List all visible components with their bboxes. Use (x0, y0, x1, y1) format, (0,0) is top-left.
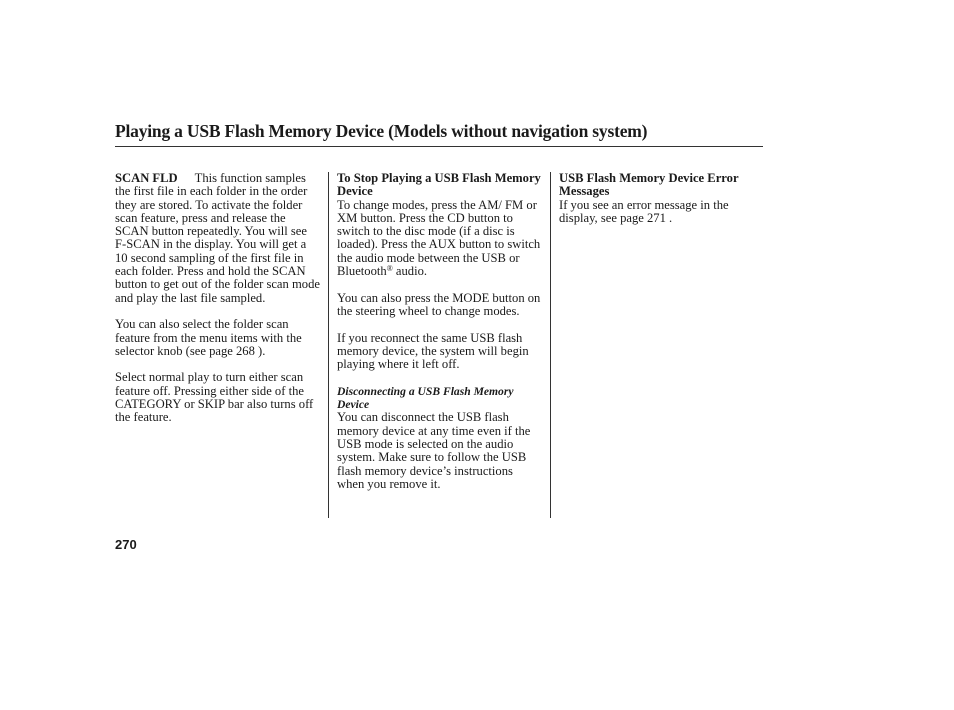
registered-mark: ® (386, 264, 393, 274)
column-scan-fld (115, 172, 321, 438)
disconnect-paragraph: You can disconnect the USB flash memory device at any time even if the USB mode is selected on the audio system. Make sure to follow the USB flash memory device’s instructions when you remove it. (337, 410, 531, 491)
error-messages-heading: USB Flash Memory Device Error Messages (559, 171, 739, 199)
scan-fld-label: SCAN FLD (115, 171, 178, 185)
page-number: 270 (115, 537, 137, 552)
mode-button-paragraph: You can also press the MODE button on the steering wheel to change modes. (337, 290, 541, 318)
title-rule (115, 146, 763, 147)
scan-fld-text: This function samples the first file in each folder in the order they are stored. To activate the folder scan feature, press and release the SCAN button repeatedly. You will see F-SCAN in the display. You will get a 10 second sampling of the first file in each folder. Press and hold the SCAN button to get out of the folder scan mode and play the last file sampled. (115, 171, 320, 305)
page-title: Playing a USB Flash Memory Device (Models without navigation system) (115, 121, 648, 141)
column-divider-1 (328, 172, 329, 518)
column-stop-playing (337, 172, 542, 504)
folder-scan-menu-paragraph: You can also select the folder scan feature from the menu items with the selector knob (see page 268 ). (115, 317, 302, 358)
disconnecting-subheading: Disconnecting a USB Flash Memory Device (337, 384, 514, 412)
change-modes-paragraph: To change modes, press the AM/ FM or XM button. Press the CD button to switch to the disc mode (if a disc is loaded). Press the AUX button to switch the audio mode between the USB or Bluetooth® audio. (337, 197, 541, 279)
error-messages-paragraph: If you see an error message in the display, see page 271 . (559, 197, 729, 225)
column-error-messages (559, 172, 764, 238)
scan-fld-paragraph (115, 172, 321, 305)
column-divider-2 (550, 172, 551, 518)
normal-play-paragraph: Select normal play to turn either scan feature off. Pressing either side of the CATEGORY or SKIP bar also turns off the feature. (115, 370, 314, 425)
stop-playing-heading: To Stop Playing a USB Flash Memory Device (337, 171, 541, 199)
reconnect-paragraph: If you reconnect the same USB flash memory device, the system will begin playing where it left off. (337, 330, 529, 372)
